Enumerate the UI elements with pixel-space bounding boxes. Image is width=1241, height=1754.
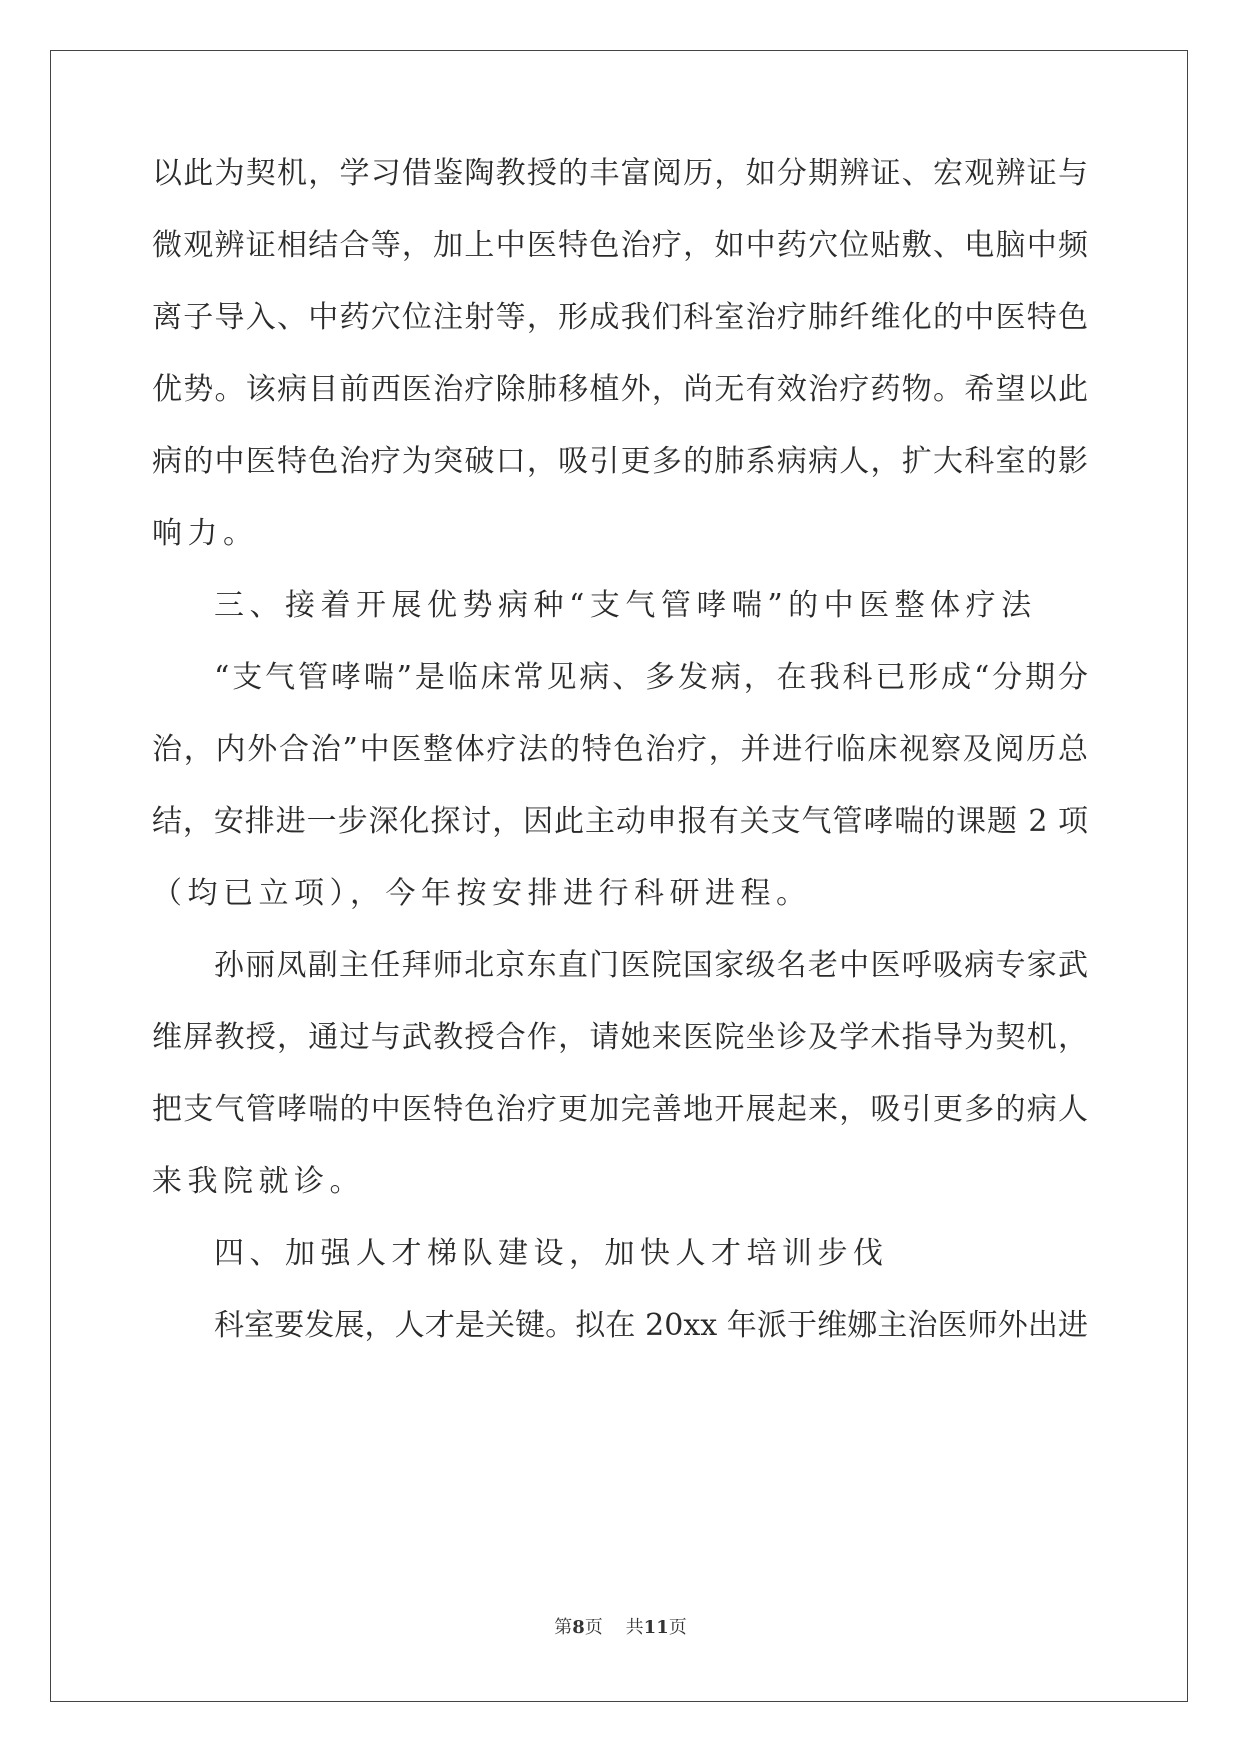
text-line: 结，安排进一步深化探讨，因此主动申报有关支气管哮喘的课题 2 项 bbox=[152, 804, 1088, 839]
text-line: 把支气管哮喘的中医特色治疗更加完善地开展起来，吸引更多的病人 bbox=[152, 1092, 1088, 1127]
footer-page-suffix: 页 bbox=[584, 1617, 603, 1638]
page-footer bbox=[0, 1616, 1241, 1640]
footer-total-pages: 11 bbox=[643, 1617, 669, 1638]
text-line: 离子导入、中药穴位注射等，形成我们科室治疗肺纤维化的中医特色 bbox=[152, 300, 1088, 335]
footer-page-prefix: 第 bbox=[554, 1617, 573, 1638]
footer-page-number: 8 bbox=[572, 1617, 585, 1638]
section-heading: 四、加强人才梯队建设，加快人才培训步伐 bbox=[214, 1236, 889, 1271]
text-line: 优势。该病目前西医治疗除肺移植外，尚无有效治疗药物。希望以此 bbox=[152, 372, 1088, 407]
text-line: 以此为契机，学习借鉴陶教授的丰富阅历，如分期辨证、宏观辨证与 bbox=[152, 156, 1088, 191]
footer-total-suffix: 页 bbox=[668, 1617, 687, 1638]
text-line: “支气管哮喘”是临床常见病、多发病，在我科已形成“分期分 bbox=[214, 660, 1088, 695]
footer-total-prefix: 共 bbox=[625, 1617, 644, 1638]
text-line: 科室要发展，人才是关键。拟在 20xx 年派于维娜主治医师外出进 bbox=[214, 1308, 1088, 1343]
section-heading: 三、接着开展优势病种“支气管哮喘”的中医整体疗法 bbox=[214, 588, 1037, 623]
text-line: 维屏教授，通过与武教授合作，请她来医院坐诊及学术指导为契机， bbox=[152, 1020, 1088, 1055]
text-line: 响力。 bbox=[152, 516, 259, 551]
text-line: 来我院就诊。 bbox=[152, 1164, 365, 1199]
text-line: 治，内外合治”中医整体疗法的特色治疗，并进行临床视察及阅历总 bbox=[152, 732, 1088, 767]
text-line: 孙丽凤副主任拜师北京东直门医院国家级名老中医呼吸病专家武 bbox=[214, 948, 1088, 983]
text-line: 微观辨证相结合等，加上中医特色治疗，如中药穴位贴敷、电脑中频 bbox=[152, 228, 1088, 263]
text-line: （均已立项），今年按安排进行科研进程。 bbox=[152, 876, 812, 911]
text-line: 病的中医特色治疗为突破口，吸引更多的肺系病病人，扩大科室的影 bbox=[152, 444, 1088, 479]
